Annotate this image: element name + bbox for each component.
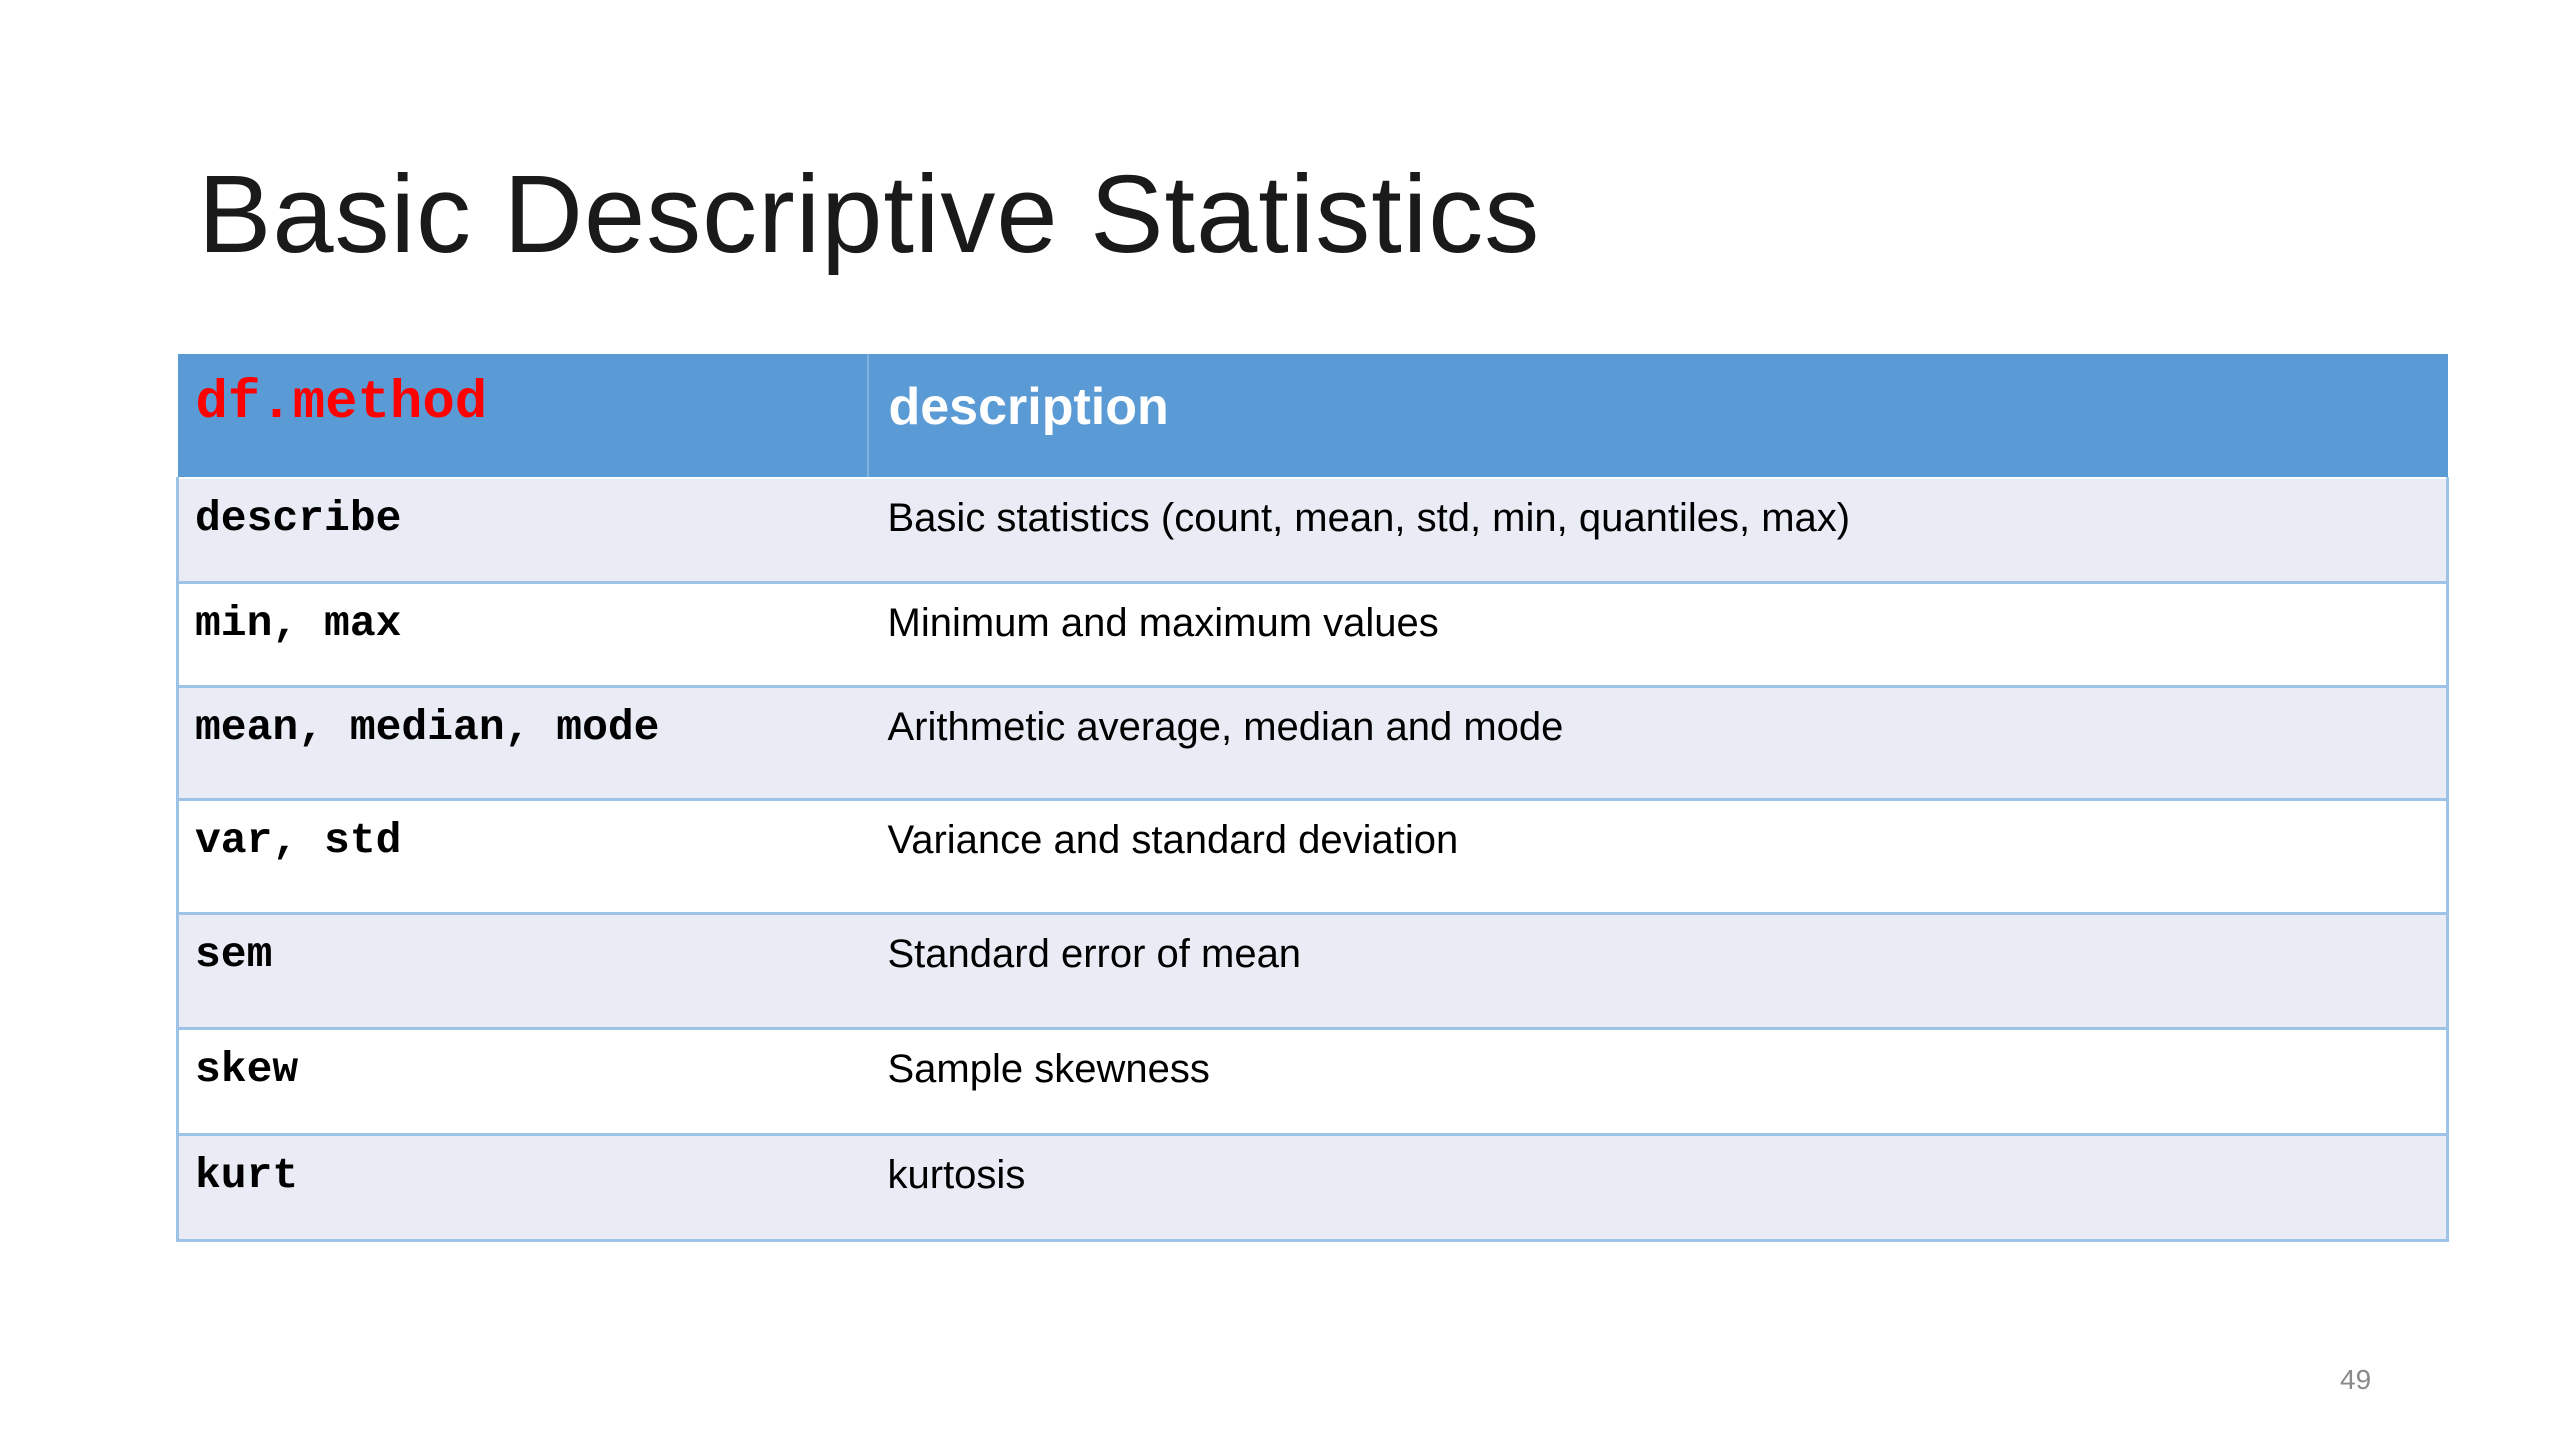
method-description: Standard error of mean xyxy=(887,931,1302,976)
method-description: Basic statistics (count, mean, std, min, quantiles, max) xyxy=(887,496,1851,540)
page-number: 49 xyxy=(2340,1364,2372,1395)
method-description: Sample skewness xyxy=(887,1046,1210,1091)
method-name: var, std xyxy=(195,815,402,865)
methods-table xyxy=(176,354,2449,1242)
table-row xyxy=(178,799,2448,913)
method-description: Minimum and maximum values xyxy=(887,600,1439,645)
description-cell xyxy=(868,913,2448,1028)
method-description: Variance and standard deviation xyxy=(887,817,1459,862)
table-row xyxy=(178,478,2448,582)
method-cell xyxy=(178,799,868,913)
description-cell xyxy=(868,1134,2448,1240)
method-cell xyxy=(178,913,868,1028)
header-description-cell xyxy=(868,354,2448,478)
table-row xyxy=(178,582,2448,686)
method-description: Arithmetic average, median and mode xyxy=(887,704,1564,749)
method-name: kurt xyxy=(195,1150,299,1200)
slide-title: Basic Descriptive Statistics xyxy=(198,153,1541,276)
method-name: min, max xyxy=(195,598,402,648)
description-cell xyxy=(868,686,2448,799)
table-row xyxy=(178,1028,2448,1134)
method-name: describe xyxy=(195,494,402,543)
table-row xyxy=(178,686,2448,799)
method-description: kurtosis xyxy=(887,1152,1026,1197)
table-header-row xyxy=(178,354,2448,478)
method-cell xyxy=(178,1028,868,1134)
methods-table-container xyxy=(176,354,2446,1242)
header-description-label: description xyxy=(888,378,1169,436)
header-method-label: df.method xyxy=(195,373,488,434)
method-name: skew xyxy=(195,1044,299,1094)
description-cell xyxy=(868,582,2448,686)
description-cell xyxy=(868,478,2448,582)
method-name: sem xyxy=(195,929,273,979)
method-name: mean, median, mode xyxy=(195,702,660,752)
description-cell xyxy=(868,799,2448,913)
table-row xyxy=(178,1134,2448,1240)
method-cell xyxy=(178,686,868,799)
description-cell xyxy=(868,1028,2448,1134)
method-cell xyxy=(178,478,868,582)
header-method-cell xyxy=(178,354,868,478)
table-row xyxy=(178,913,2448,1028)
method-cell xyxy=(178,582,868,686)
method-cell xyxy=(178,1134,868,1240)
